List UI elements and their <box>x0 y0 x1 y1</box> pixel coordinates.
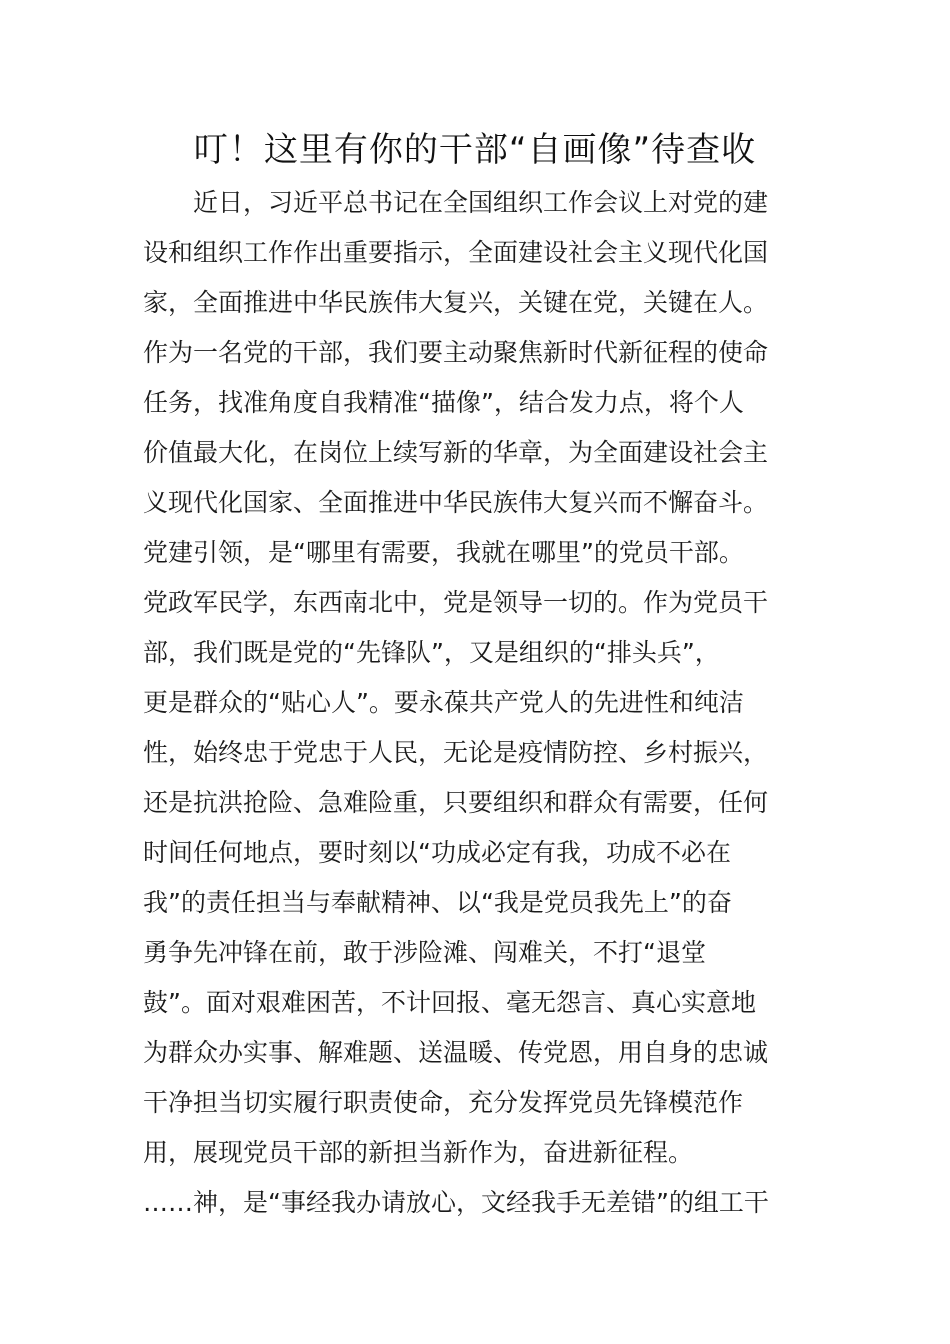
paragraph-line: 时间任何地点，要时刻以“功成必定有我，功成不必在 <box>143 838 731 867</box>
paragraph-line: 价值最大化，在岗位上续写新的华章，为全面建设社会主 <box>143 438 769 467</box>
paragraph-line: 我”的责任担当与奉献精神、以“我是党员我先上”的奋 <box>143 888 732 917</box>
paragraph-line: 任务，找准角度自我精准“描像”，结合发力点，将个人 <box>143 388 744 417</box>
paragraph-line: 家，全面推进中华民族伟大复兴，关键在党，关键在人。 <box>143 288 769 317</box>
paragraph-line: 更是群众的“贴心人”。要永葆共产党人的先进性和纯洁 <box>143 688 744 717</box>
paragraph-line: ……神，是“事经我办请放心，文经我手无差错”的组工干 <box>143 1188 769 1217</box>
paragraph-line: 党政军民学，东西南北中，党是领导一切的。作为党员干 <box>143 588 769 617</box>
document-title: 叮！这里有你的干部“自画像”待查收 <box>193 130 757 170</box>
paragraph-line: 勇争先冲锋在前，敢于涉险滩、闯难关，不打“退堂 <box>143 938 706 967</box>
paragraph-line: 为群众办实事、解难题、送温暖、传党恩，用自身的忠诚 <box>143 1038 769 1067</box>
paragraph-line: 干净担当切实履行职责使命，充分发挥党员先锋模范作 <box>143 1088 744 1117</box>
document-body <box>143 178 813 1228</box>
paragraph-line: 鼓”。面对艰难困苦，不计回报、毫无怨言、真心实意地 <box>143 988 756 1017</box>
paragraph-line: 性，始终忠于党忠于人民，无论是疫情防控、乡村振兴， <box>143 738 769 767</box>
paragraph-line: 用，展现党员干部的新担当新作为，奋进新征程。 <box>143 1138 694 1167</box>
paragraph-line: 设和组织工作作出重要指示，全面建设社会主义现代化国 <box>143 238 769 267</box>
paragraph-line: 义现代化国家、全面推进中华民族伟大复兴而不懈奋斗。 <box>143 488 769 517</box>
paragraph-line: 作为一名党的干部，我们要主动聚焦新时代新征程的使命 <box>143 338 769 367</box>
paragraph-line: 近日，习近平总书记在全国组织工作会议上对党的建 <box>143 188 769 217</box>
paragraph-line: 党建引领，是“哪里有需要，我就在哪里”的党员干部。 <box>143 538 744 567</box>
paragraph-line: 还是抗洪抢险、急难险重，只要组织和群众有需要，任何 <box>143 788 769 817</box>
paragraph-line: 部，我们既是党的“先锋队”，又是组织的“排头兵”， <box>143 638 720 667</box>
